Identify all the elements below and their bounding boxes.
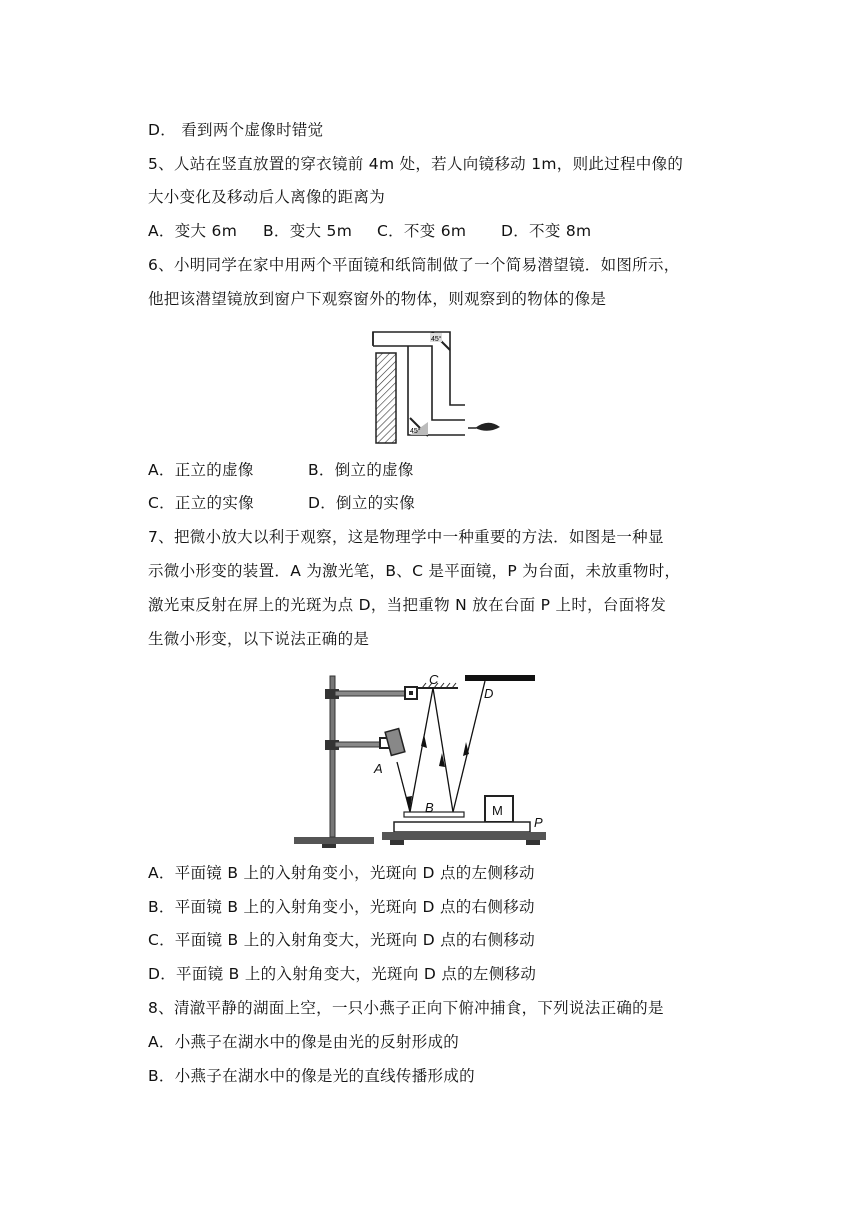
q7-option-a: A．平面镜 B 上的入射角变小，光斑向 D 点的左侧移动 <box>148 864 535 882</box>
label-d: D <box>484 686 494 701</box>
q5-options <box>148 220 591 242</box>
label-c: C <box>429 672 439 687</box>
q7-option-b: B．平面镜 B 上的入射角变小，光斑向 D 点的右侧移动 <box>148 898 535 916</box>
q5-stem-line2: 大小变化及移动后人离像的距离为 <box>148 188 386 206</box>
upper-arm <box>335 691 413 696</box>
screen <box>465 675 535 681</box>
light-rays <box>397 681 485 812</box>
q6-option-b: B．倒立的虚像 <box>308 461 414 479</box>
top-angle-label: 45° <box>431 336 442 343</box>
q5-option-d: D．不变 8m <box>501 222 592 240</box>
mirror-b <box>404 812 464 817</box>
q6-stem-line1: 6、小明同学在家中用两个平面镜和纸筒制做了一个简易潜望镜．如图所示， <box>148 256 680 274</box>
lower-arm <box>335 742 381 747</box>
laser-apparatus-figure <box>290 670 550 852</box>
label-p: P <box>534 815 543 830</box>
periscope-figure <box>370 330 505 448</box>
q5-option-b: B．变大 5m <box>263 222 353 240</box>
periscope-tube-inner <box>408 346 465 420</box>
q5-stem-line1: 5、人站在竖直放置的穿衣镜前 4m 处，若人向镜移动 1m，则此过程中像的 <box>148 155 684 173</box>
q8-stem: 8、清澈平静的湖面上空，一只小燕子正向下俯冲捕食，下列说法正确的是 <box>148 999 664 1017</box>
q7-stem-line3: 激光束反射在屏上的光斑为点 D，当把重物 N 放在台面 P 上时，台面将发 <box>148 596 667 614</box>
label-a: A <box>374 761 383 776</box>
q5-option-c: C．不变 6m <box>377 222 467 240</box>
window-wall <box>376 353 396 443</box>
label-b: B <box>425 800 434 815</box>
laser-pen <box>385 729 405 756</box>
q4-option-d: D． 看到两个虚像时错觉 <box>148 121 324 139</box>
label-m: M <box>492 803 503 818</box>
q7-stem-line2: 示微小形变的装置．A 为激光笔，B、C 是平面镜，P 为台面，未放重物时， <box>148 562 681 580</box>
q8-option-a: A．小燕子在湖水中的像是由光的反射形成的 <box>148 1033 460 1051</box>
q7-option-c: C．平面镜 B 上的入射角变大，光斑向 D 点的右侧移动 <box>148 931 536 949</box>
q5-option-a: A．变大 6m <box>148 222 238 240</box>
stand-base <box>294 837 374 844</box>
q7-stem-line4: 生微小形变，以下说法正确的是 <box>148 630 370 648</box>
q6-options-row2 <box>148 492 415 514</box>
q6-options-row1 <box>148 459 414 481</box>
stand-pole <box>330 676 335 837</box>
q7-stem-line1: 7、把微小放大以利于观察，这是物理学中一种重要的方法．如图是一种显 <box>148 528 664 546</box>
q7-option-d: D．平面镜 B 上的入射角变大，光斑向 D 点的左侧移动 <box>148 965 537 983</box>
eye-icon <box>468 423 500 431</box>
q8-option-b: B．小燕子在湖水中的像是光的直线传播形成的 <box>148 1067 475 1085</box>
table-base <box>382 832 546 840</box>
q6-stem-line2: 他把该潜望镜放到窗户下观察窗外的物体，则观察到的物体的像是 <box>148 290 607 308</box>
q6-option-a: A．正立的虚像 <box>148 461 254 479</box>
bottom-angle-label: 45° <box>410 428 421 435</box>
table-p <box>394 822 530 832</box>
q6-option-c: C．正立的实像 <box>148 494 254 512</box>
q6-option-d: D．倒立的实像 <box>308 494 416 512</box>
